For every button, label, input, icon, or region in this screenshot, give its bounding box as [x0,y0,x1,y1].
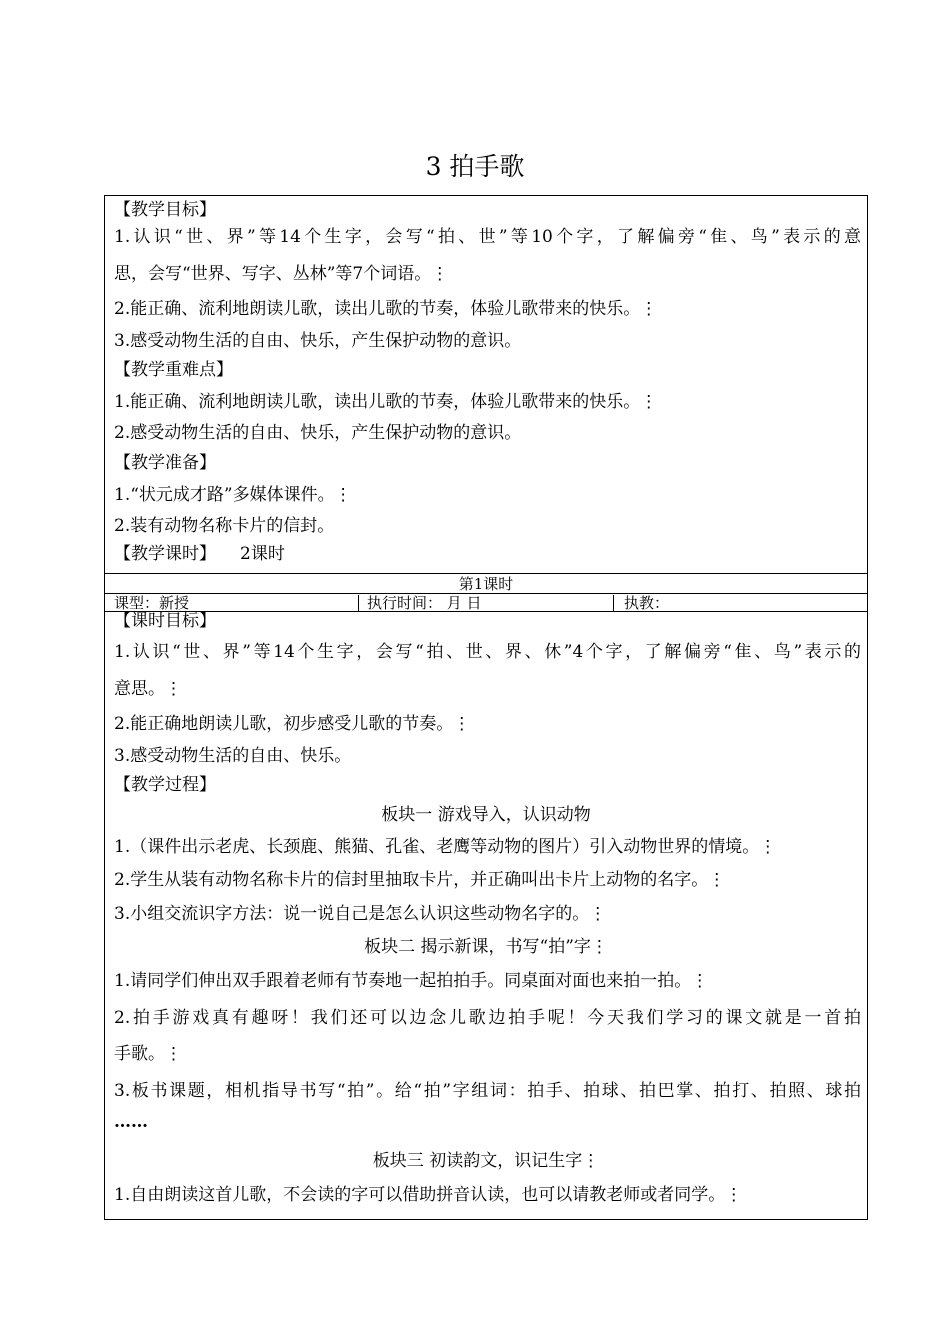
lesson-goal-3: 3.感受动物生活的自由、快乐。 [114,746,352,766]
lesson-goal-2: 2.能正确地朗读儿歌，初步感受儿歌的节奏。⋮ [114,714,471,734]
preparation-2: 2.装有动物名称卡片的信封。 [114,516,335,536]
block-3-title: 板块三 初读韵文，识记生字⋮ [372,1151,600,1171]
preparation-heading: 【教学准备】 [114,453,216,473]
lesson-goals-heading: 【课时目标】 [114,611,216,631]
preparation-1: 1.“状元成才路”多媒体课件。⋮ [114,485,352,505]
block-2-step-1: 1.请同学们伸出双手跟着老师有节奏地一起拍拍手。同桌面对面也来拍一拍。⋮ [114,971,709,991]
page-title: 3 拍手歌 [425,152,525,181]
block-2-step-3-line-1: 3.板书课题，相机指导书写“拍”。给“拍”字组词：拍手、拍球、拍巴掌、拍打、拍照、球拍 [114,1081,861,1101]
lesson-type: 课型：新授 [114,594,190,612]
key-point-2: 2.感受动物生活的自由、快乐，产生保护动物的意识。 [114,423,522,443]
class-hours-value: 2课时 [240,544,285,564]
block-2-step-2-line-2: 手歌。⋮ [114,1044,182,1064]
key-point-1: 1.能正确、流利地朗读儿歌，读出儿歌的节奏，体验儿歌带来的快乐。⋮ [114,392,658,412]
block-2-step-2-line-1: 2.拍手游戏真有趣呀！我们还可以边念儿歌边拍手呢！今天我们学习的课文就是一首拍 [114,1008,861,1028]
plan-overview-box [104,195,868,574]
block-1-step-2: 2.学生从装有动物名称卡片的信封里抽取卡片，并正确叫出卡片上动物的名字。⋮ [114,870,726,890]
process-heading: 【教学过程】 [114,775,216,795]
key-points-heading: 【教学重难点】 [114,360,233,380]
goal-2: 2.能正确、流利地朗读儿歌，读出儿歌的节奏，体验儿歌带来的快乐。⋮ [114,299,658,319]
execution-time: 执行时间： 月 日 [367,594,482,612]
block-2-title: 板块二 揭示新课，书写“拍”字⋮ [364,937,608,957]
class-hours-label: 【教学课时】 [114,544,216,564]
lesson-one-box [104,573,868,1220]
block-1-step-3: 3.小组交流识字方法：说一说自己是怎么认识这些动物名字的。⋮ [114,904,607,924]
goals-heading: 【教学目标】 [114,200,216,220]
teacher: 执教： [624,594,670,612]
class-hours [114,542,861,566]
block-3-step-1: 1.自由朗读这首儿歌，不会读的字可以借助拼音认读，也可以请教老师或者同学。⋮ [114,1185,743,1205]
lesson-period: 第1课时 [458,575,514,593]
goal-3: 3.感受动物生活的自由、快乐，产生保护动物的意识。 [114,331,522,351]
goal-1-line-1: 1.认识“世、界”等14个生字，会写“拍、世”等10个字，了解偏旁“隹、鸟”表示的意 [114,227,861,247]
block-2-step-3-line-2: …… [114,1112,148,1132]
block-1-title: 板块一 游戏导入，认识动物 [381,805,591,825]
header-divider [105,593,867,594]
block-1-step-1: 1.（课件出示老虎、长颈鹿、熊猫、孔雀、老鹰等动物的图片）引入动物世界的情境。⋮ [114,837,777,857]
goal-1-line-2: 思，会写“世界、写字、丛林”等7个词语。⋮ [114,264,449,284]
lesson-goal-1-line-1: 1.认识“世、界”等14个生字，会写“拍、世、界、休”4个字，了解偏旁“隹、鸟”表示的 [114,642,861,662]
lesson-goal-1-line-2: 意思。⋮ [114,679,182,699]
